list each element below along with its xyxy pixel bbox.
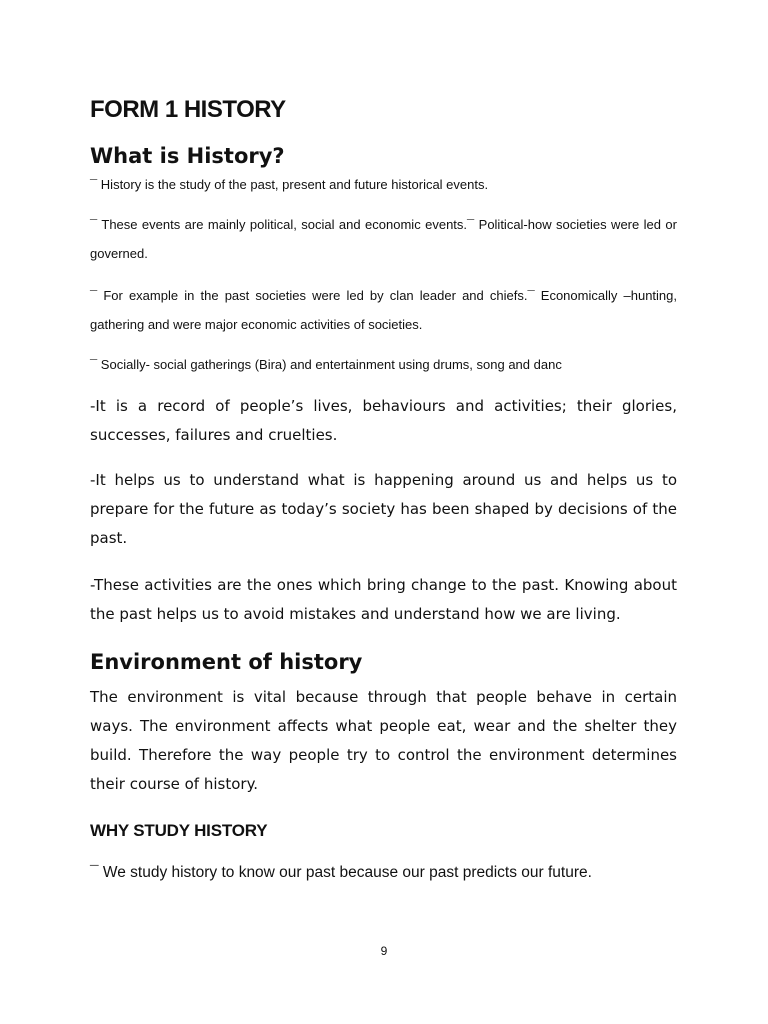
heading-what-is-history: What is History? xyxy=(90,144,285,168)
paragraph-activities: -These activities are the ones which bring change to the past. Knowing about the past helps us to avoid mistakes and understand how we are living. xyxy=(90,576,677,623)
bullet-events: ¯ These events are mainly political, social and economic events.¯ Political-how societies were led or governed. xyxy=(90,217,677,261)
paragraph-record: -It is a record of people’s lives, behaviours and activities; their glories, successes, failures and cruelties. xyxy=(90,397,677,444)
bullet-why-study: ¯ We study history to know our past because our past predicts our future. xyxy=(90,864,592,881)
paragraph-understand: -It helps us to understand what is happening around us and helps us to prepare for the future as today’s society has been shaped by decisions of the past. xyxy=(90,471,677,547)
page-number: 9 xyxy=(380,944,388,958)
paragraph-environment: The environment is vital because through that people behave in certain ways. The environment affects what people eat, wear and the shelter they build. Therefore the way people try to control the environment determines their course of history. xyxy=(90,688,677,793)
bullet-definition: ¯ History is the study of the past, present and future historical events. xyxy=(90,177,489,192)
bullet-example: ¯ For example in the past societies were led by clan leader and chiefs.¯ Economically –hunting, gathering and were major economic activities of societies. xyxy=(90,288,677,332)
heading-environment: Environment of history xyxy=(90,650,363,674)
bullet-socially: ¯ Socially- social gatherings (Bira) and entertainment using drums, song and danc xyxy=(90,357,562,372)
document-title: FORM 1 HISTORY xyxy=(90,96,286,123)
heading-why-study: WHY STUDY HISTORY xyxy=(90,821,268,840)
